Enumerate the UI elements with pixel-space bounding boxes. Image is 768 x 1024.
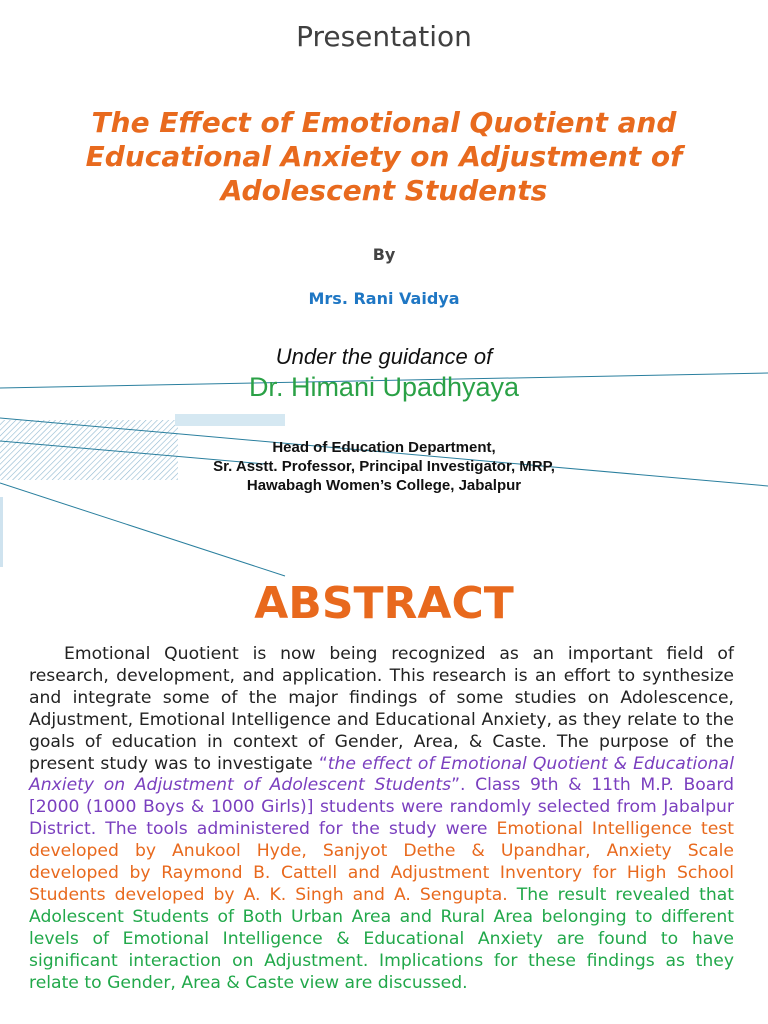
author-name: Mrs. Rani Vaidya <box>308 289 460 308</box>
deco-left-strip <box>0 497 3 567</box>
abstract-intro-text: Emotional Quotient is now being recognized as an important field of research, development, and application. This research is an effort to synthesize and integrate some of the major findings of some studies on Adolescence, Adjustment, Emotional Intelligence and Educational Anxiety, as they relate to the goals of education in context of Gender, Area, & Caste. The purpose of the present study was to investigate <box>29 644 734 774</box>
abstract-sample-text: . Class 9th & 11th M.P. Board [2000 (1000 Boys & 1000 Girls)] students were randomly selected from Jabalpur District. The tools administered for the study were <box>29 775 734 840</box>
abstract-tools-text: Emotional Intelligence test developed by Anukool Hyde, Sanjyot Dethe & Upandhar, Anxiety Scale developed by Raymond B. Cattell and Adjustment Inventory for High School Students developed by A. K. Singh and A. Sengupta. <box>29 819 734 905</box>
deco-light-block <box>175 414 285 426</box>
abstract-open-quote: “ <box>318 753 328 774</box>
abstract-body <box>29 644 734 995</box>
abstract-study-title: the effect of Emotional Quotient & Educational Anxiety on Adjustment of Adolescent Students <box>29 753 734 796</box>
abstract-title: ABSTRACT <box>254 578 514 629</box>
affiliation-line-3: Hawabagh Women’s College, Jabalpur <box>246 477 522 494</box>
title-line-2: Educational Anxiety on Adjustment of <box>85 140 683 173</box>
guidance-label: Under the guidance of <box>275 344 493 369</box>
title-line-1: The Effect of Emotional Quotient and <box>91 106 677 139</box>
abstract-result-text: The result revealed that Adolescent Students of Both Urban Area and Rural Area belonging to different levels of Emotional Intelligence & Educational Anxiety are found to have significant interaction on Adjustment. Implications for these findings as they relate to Gender, Area & Caste view are discussed. <box>29 884 735 993</box>
deco-line-lower <box>0 483 285 576</box>
title-line-3: Adolescent Students <box>220 174 548 207</box>
presentation-heading: Presentation <box>296 20 472 53</box>
abstract-close-quote: ” <box>451 775 460 796</box>
guide-affiliation <box>0 438 768 495</box>
guide-name: Dr. Himani Upadhyaya <box>248 372 520 402</box>
by-label: By <box>372 245 396 264</box>
affiliation-line-1: Head of Education Department, <box>272 439 496 456</box>
presentation-title <box>0 106 768 208</box>
affiliation-line-2: Sr. Asstt. Professor, Principal Investigator, MRP, <box>213 458 555 475</box>
